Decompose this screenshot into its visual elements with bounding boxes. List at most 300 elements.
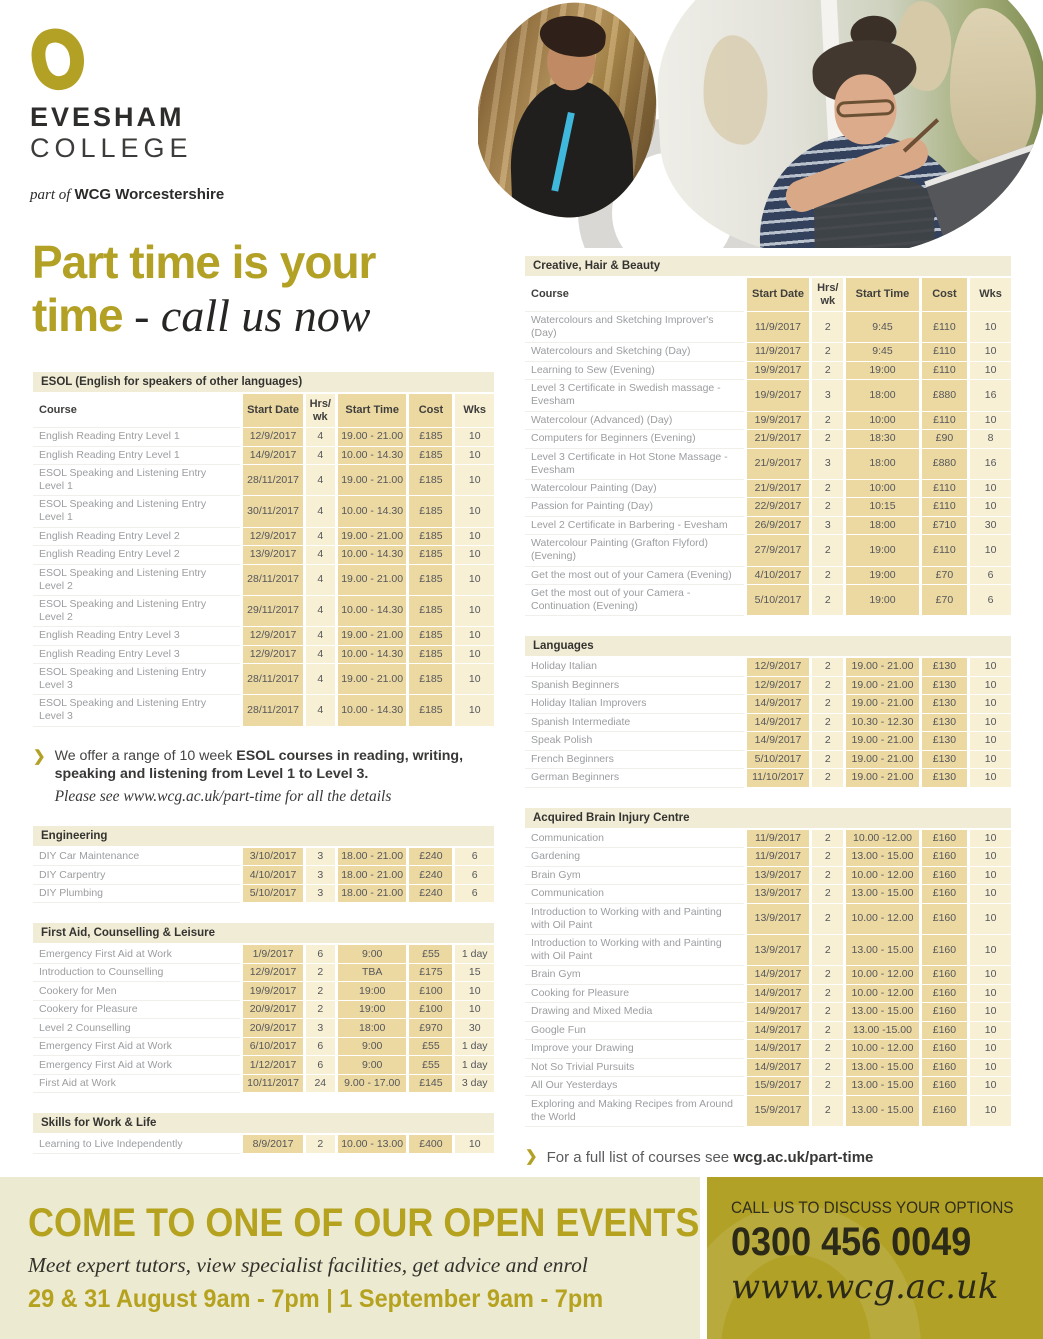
course-row <box>33 447 494 466</box>
course-row <box>33 565 494 596</box>
course-name-cell: Introduction to Working with and Painting with Oil Paint <box>525 904 744 935</box>
course-name-cell: ESOL Speaking and Listening Entry Level 1 <box>33 496 240 527</box>
start-time-cell: 19:00 <box>843 567 918 586</box>
course-name-cell: English Reading Entry Level 2 <box>33 528 240 547</box>
start-date-cell: 28/11/2017 <box>240 465 302 496</box>
course-row <box>525 966 1011 985</box>
course-name-cell: German Beginners <box>525 769 744 788</box>
weeks-cell: 10 <box>967 935 1011 966</box>
cost-cell: £110 <box>919 412 968 431</box>
course-section <box>33 1113 494 1154</box>
course-row <box>525 380 1011 411</box>
cost-cell: £880 <box>919 449 968 480</box>
start-time-cell: 10.00 - 12.00 <box>843 966 918 985</box>
cost-cell: £130 <box>919 695 968 714</box>
hrs-per-week-cell: 2 <box>303 982 335 1001</box>
hrs-per-week-cell: 4 <box>303 528 335 547</box>
weeks-cell: 6 <box>452 866 493 885</box>
start-date-cell: 12/9/2017 <box>240 964 302 983</box>
course-name-cell: Watercolours and Sketching (Day) <box>525 343 744 362</box>
hrs-per-week-cell: 2 <box>809 695 843 714</box>
photo-detail <box>945 5 1039 169</box>
hrs-per-week-cell: 2 <box>809 585 843 616</box>
start-date-cell: 14/9/2017 <box>744 985 810 1004</box>
start-date-cell: 26/9/2017 <box>744 517 810 536</box>
section-title: Engineering <box>33 826 494 846</box>
start-date-cell: 11/9/2017 <box>744 848 810 867</box>
course-row <box>525 412 1011 431</box>
cost-cell: £110 <box>919 362 968 381</box>
course-name-cell: Cookery for Pleasure <box>33 1001 240 1020</box>
start-date-cell: 12/9/2017 <box>240 428 302 447</box>
start-time-cell: 10.00 - 14.30 <box>335 646 406 665</box>
esol-note-normal: We offer a range of 10 week <box>54 747 237 764</box>
start-date-cell: 14/9/2017 <box>744 1040 810 1059</box>
start-time-cell: 10.00 - 12.00 <box>843 1040 918 1059</box>
left-column <box>33 372 494 1174</box>
cost-cell: £130 <box>919 714 968 733</box>
weeks-cell: 10 <box>967 848 1011 867</box>
course-name-cell: Watercolour Painting (Day) <box>525 480 744 499</box>
hrs-per-week-cell: 3 <box>809 449 843 480</box>
start-time-cell: 10.00 - 14.30 <box>335 695 406 726</box>
hrs-per-week-cell: 3 <box>809 517 843 536</box>
weeks-cell: 10 <box>967 966 1011 985</box>
cost-cell: £240 <box>406 848 452 867</box>
start-time-cell: 19.00 - 21.00 <box>843 677 918 696</box>
start-date-cell: 12/9/2017 <box>744 658 810 677</box>
cost-cell: £240 <box>406 885 452 904</box>
cost-cell: £160 <box>919 966 968 985</box>
weeks-cell: 10 <box>967 1059 1011 1078</box>
course-name-cell: English Reading Entry Level 3 <box>33 646 240 665</box>
esol-section-mount <box>33 372 494 727</box>
course-row <box>33 982 494 1001</box>
course-name-cell: Emergency First Aid at Work <box>33 1056 240 1075</box>
start-date-cell: 12/9/2017 <box>240 528 302 547</box>
open-events-dates: 29 & 31 August 9am - 7pm | 1 September 9am - 7pm <box>28 1285 604 1313</box>
cost-cell: £130 <box>919 769 968 788</box>
course-row <box>525 677 1011 696</box>
start-time-cell: 9:00 <box>335 1038 406 1057</box>
hrs-per-week-cell: 4 <box>303 664 335 695</box>
hrs-per-week-cell: 2 <box>809 343 843 362</box>
start-date-cell: 14/9/2017 <box>744 1003 810 1022</box>
start-time-cell: 19.00 - 21.00 <box>843 769 918 788</box>
course-row <box>525 732 1011 751</box>
cost-cell: £160 <box>919 830 968 849</box>
course-row <box>33 964 494 983</box>
hrs-per-week-cell: 2 <box>809 312 843 343</box>
course-name-cell: Get the most out of your Camera - Continuation (Evening) <box>525 585 744 616</box>
start-time-cell: 19:00 <box>843 362 918 381</box>
start-time-cell: 18.00 - 21.00 <box>335 885 406 904</box>
course-row <box>33 646 494 665</box>
course-row <box>33 465 494 496</box>
start-time-cell: TBA <box>335 964 406 983</box>
course-section <box>525 808 1011 1127</box>
course-section <box>33 826 494 904</box>
start-time-cell: 10.00 - 12.00 <box>843 985 918 1004</box>
evesham-college-logo <box>30 28 330 204</box>
hrs-per-week-cell: 6 <box>303 1056 335 1075</box>
hrs-per-week-cell: 2 <box>809 658 843 677</box>
start-date-cell: 30/11/2017 <box>240 496 302 527</box>
weeks-cell: 10 <box>452 664 493 695</box>
start-time-cell: 19.00 - 21.00 <box>335 465 406 496</box>
start-time-cell: 10.00 - 14.30 <box>335 447 406 466</box>
course-row <box>33 1135 494 1154</box>
course-name-cell: English Reading Entry Level 3 <box>33 627 240 646</box>
cost-cell: £175 <box>406 964 452 983</box>
full-list-bold: wcg.ac.uk/part-time <box>733 1149 874 1166</box>
hrs-per-week-cell: 4 <box>303 546 335 565</box>
course-row <box>525 1022 1011 1041</box>
weeks-cell: 10 <box>452 646 493 665</box>
course-name-cell: Learning to Sew (Evening) <box>525 362 744 381</box>
cost-cell: £160 <box>919 935 968 966</box>
start-time-cell: 13.00 - 15.00 <box>843 935 918 966</box>
hrs-per-week-cell: 2 <box>809 732 843 751</box>
hrs-per-week-cell: 2 <box>303 964 335 983</box>
hrs-per-week-cell: 2 <box>809 848 843 867</box>
start-time-cell: 9:00 <box>335 945 406 964</box>
course-row <box>525 830 1011 849</box>
weeks-cell: 10 <box>967 714 1011 733</box>
weeks-cell: 10 <box>967 830 1011 849</box>
start-time-cell: 10.00 - 12.00 <box>843 904 918 935</box>
course-name-cell: English Reading Entry Level 2 <box>33 546 240 565</box>
start-time-cell: 13.00 - 15.00 <box>843 1096 918 1127</box>
start-time-cell: 13.00 - 15.00 <box>843 1059 918 1078</box>
table-header-row <box>525 278 1011 312</box>
esol-note-text <box>55 747 494 808</box>
cost-cell: £400 <box>406 1135 452 1154</box>
hrs-per-week-cell: 2 <box>809 830 843 849</box>
course-row <box>33 1001 494 1020</box>
course-name-cell: Speak Polish <box>525 732 744 751</box>
weeks-cell: 1 day <box>452 1038 493 1057</box>
headline-part1: Part time is <box>32 236 280 288</box>
course-name-cell: ESOL Speaking and Listening Entry Level 3 <box>33 695 240 726</box>
weeks-cell: 10 <box>452 496 493 527</box>
course-row <box>525 449 1011 480</box>
course-name-cell: Watercolours and Sketching Improver's (Day) <box>525 312 744 343</box>
start-time-cell: 19.00 - 21.00 <box>335 664 406 695</box>
start-time-cell: 18.00 - 21.00 <box>335 848 406 867</box>
cost-cell: £160 <box>919 867 968 886</box>
start-date-cell: 14/9/2017 <box>744 1022 810 1041</box>
start-date-cell: 28/11/2017 <box>240 565 302 596</box>
start-time-cell: 10.00 - 14.30 <box>335 596 406 627</box>
course-row <box>525 1077 1011 1096</box>
start-time-cell: 10:00 <box>843 480 918 499</box>
weeks-cell: 10 <box>452 627 493 646</box>
start-date-cell: 19/9/2017 <box>744 362 810 381</box>
cost-cell: £100 <box>406 982 452 1001</box>
start-date-cell: 11/10/2017 <box>744 769 810 788</box>
course-name-cell: Emergency First Aid at Work <box>33 1038 240 1057</box>
hrs-per-week-cell: 6 <box>303 945 335 964</box>
cost-cell: £160 <box>919 1096 968 1127</box>
cost-cell: £185 <box>406 565 452 596</box>
headline-part2: time <box>32 289 123 342</box>
cost-cell: £160 <box>919 1077 968 1096</box>
cost-cell: £970 <box>406 1019 452 1038</box>
cost-cell: £110 <box>919 535 968 566</box>
cost-cell: £160 <box>919 985 968 1004</box>
course-row <box>525 1096 1011 1127</box>
start-time-cell: 19.00 - 21.00 <box>843 658 918 677</box>
course-row <box>525 769 1011 788</box>
course-name-cell: Drawing and Mixed Media <box>525 1003 744 1022</box>
weeks-cell: 10 <box>967 362 1011 381</box>
start-date-cell-header: Start Date <box>240 394 302 428</box>
photo-detail <box>700 33 770 146</box>
start-time-cell: 13.00 - 15.00 <box>843 885 918 904</box>
hrs-per-week-cell: 24 <box>303 1075 335 1094</box>
course-row <box>525 343 1011 362</box>
course-name-cell: ESOL Speaking and Listening Entry Level 2 <box>33 596 240 627</box>
cost-cell: £110 <box>919 312 968 343</box>
start-time-cell: 10:00 <box>843 412 918 431</box>
hrs-per-week-cell: 4 <box>303 565 335 596</box>
course-row <box>525 1003 1011 1022</box>
weeks-cell: 8 <box>967 430 1011 449</box>
start-time-cell: 18:00 <box>843 517 918 536</box>
cost-cell: £160 <box>919 904 968 935</box>
hrs-per-week-cell: 4 <box>303 596 335 627</box>
weeks-cell: 10 <box>967 732 1011 751</box>
course-name-cell-header: Course <box>33 394 240 428</box>
cost-cell: £185 <box>406 428 452 447</box>
hrs-per-week-cell: 2 <box>809 966 843 985</box>
weeks-cell: 10 <box>452 528 493 547</box>
contact-call-label: CALL US TO DISCUSS YOUR OPTIONS <box>731 1199 1014 1217</box>
cost-cell: £160 <box>919 1040 968 1059</box>
chevron-right-icon: ❯ <box>33 747 46 765</box>
right-column <box>525 256 1011 1186</box>
course-name-cell: Level 3 Certificate in Hot Stone Massage - Evesham <box>525 449 744 480</box>
start-time-cell: 13.00 -15.00 <box>843 1022 918 1041</box>
start-time-cell: 18:00 <box>843 380 918 411</box>
course-name-cell: Communication <box>525 885 744 904</box>
cost-cell: £185 <box>406 546 452 565</box>
logo-ring-icon <box>24 22 91 96</box>
hrs-per-week-cell: 2 <box>809 1022 843 1041</box>
course-name-cell: Spanish Intermediate <box>525 714 744 733</box>
cost-cell: £55 <box>406 945 452 964</box>
course-name-cell: Brain Gym <box>525 966 744 985</box>
course-name-cell: First Aid at Work <box>33 1075 240 1094</box>
start-time-cell: 10.30 - 12.30 <box>843 714 918 733</box>
hrs-per-week-cell: 6 <box>303 1038 335 1057</box>
start-date-cell: 11/9/2017 <box>744 830 810 849</box>
cost-cell: £130 <box>919 677 968 696</box>
course-row <box>525 848 1011 867</box>
course-row <box>33 1019 494 1038</box>
start-date-cell: 14/9/2017 <box>744 732 810 751</box>
logo-name-line1: EVESHAM <box>30 102 185 132</box>
course-row <box>525 567 1011 586</box>
cost-cell: £70 <box>919 585 968 616</box>
open-events-subheading: Meet expert tutors, view specialist facilities, get advice and enrol <box>28 1253 588 1277</box>
hrs-per-week-cell: 2 <box>809 1077 843 1096</box>
start-date-cell: 15/9/2017 <box>744 1096 810 1127</box>
cost-cell: £160 <box>919 885 968 904</box>
hrs-per-week-cell: 2 <box>809 985 843 1004</box>
start-time-cell-header: Start Time <box>843 278 918 312</box>
esol-note-italic: Please see www.wcg.ac.uk/part-time for all the details <box>54 788 392 806</box>
photo-art-class <box>650 0 1043 248</box>
weeks-cell: 10 <box>967 312 1011 343</box>
course-row <box>33 848 494 867</box>
cost-cell: £185 <box>406 528 452 547</box>
open-events-banner <box>0 1177 1043 1339</box>
start-time-cell: 19:00 <box>335 982 406 1001</box>
cost-cell: £55 <box>406 1038 452 1057</box>
weeks-cell: 10 <box>967 904 1011 935</box>
course-row <box>33 627 494 646</box>
cost-cell-header: Cost <box>406 394 452 428</box>
cost-cell: £160 <box>919 1059 968 1078</box>
course-name-cell: Level 2 Certificate in Barbering - Evesham <box>525 517 744 536</box>
tagline-prefix: part of <box>30 187 71 203</box>
weeks-cell: 10 <box>967 480 1011 499</box>
start-time-cell: 19.00 - 21.00 <box>335 565 406 596</box>
cost-cell: £130 <box>919 751 968 770</box>
hrs-per-week-cell: 3 <box>303 848 335 867</box>
hrs-per-week-cell: 4 <box>303 465 335 496</box>
start-time-cell: 13.00 - 15.00 <box>843 1077 918 1096</box>
cost-cell: £185 <box>406 496 452 527</box>
course-row <box>525 312 1011 343</box>
start-time-cell: 19:00 <box>335 1001 406 1020</box>
course-name-cell: DIY Plumbing <box>33 885 240 904</box>
headline-part2-italic: - call us now <box>122 290 371 342</box>
weeks-cell: 10 <box>967 677 1011 696</box>
start-time-cell: 18:00 <box>335 1019 406 1038</box>
weeks-cell: 10 <box>967 535 1011 566</box>
course-row <box>525 480 1011 499</box>
start-time-cell: 13.00 - 15.00 <box>843 848 918 867</box>
start-date-cell: 8/9/2017 <box>240 1135 302 1154</box>
course-name-cell: Not So Trivial Pursuits <box>525 1059 744 1078</box>
start-date-cell: 13/9/2017 <box>744 935 810 966</box>
course-name-cell: Improve your Drawing <box>525 1040 744 1059</box>
course-name-cell: Holiday Italian <box>525 658 744 677</box>
weeks-cell: 10 <box>967 343 1011 362</box>
course-row <box>525 658 1011 677</box>
photo-detail <box>836 99 895 118</box>
start-date-cell: 14/9/2017 <box>744 714 810 733</box>
start-date-cell: 20/9/2017 <box>240 1001 302 1020</box>
course-name-cell: Spanish Beginners <box>525 677 744 696</box>
start-time-cell: 10.00 - 12.00 <box>843 867 918 886</box>
start-time-cell: 9.00 - 17.00 <box>335 1075 406 1094</box>
course-name-cell: All Our Yesterdays <box>525 1077 744 1096</box>
course-row <box>525 1059 1011 1078</box>
start-date-cell: 19/9/2017 <box>744 380 810 411</box>
course-name-cell: DIY Car Maintenance <box>33 848 240 867</box>
course-row <box>525 885 1011 904</box>
start-date-cell: 12/9/2017 <box>744 677 810 696</box>
weeks-cell: 10 <box>452 1001 493 1020</box>
cost-cell: £710 <box>919 517 968 536</box>
start-time-cell: 18.00 - 21.00 <box>335 866 406 885</box>
start-time-cell: 19.00 - 21.00 <box>843 751 918 770</box>
weeks-cell: 6 <box>967 585 1011 616</box>
start-date-cell-header: Start Date <box>744 278 810 312</box>
cost-cell-header: Cost <box>919 278 968 312</box>
course-row <box>525 985 1011 1004</box>
start-date-cell: 21/9/2017 <box>744 430 810 449</box>
right-sections-mount <box>525 256 1011 1127</box>
course-row <box>525 904 1011 935</box>
hrs-per-week-cell-header: Hrs/ wk <box>303 394 335 428</box>
cost-cell: £185 <box>406 596 452 627</box>
section-title: First Aid, Counselling & Leisure <box>33 923 494 943</box>
weeks-cell: 6 <box>452 848 493 867</box>
start-date-cell: 5/10/2017 <box>744 585 810 616</box>
weeks-cell: 15 <box>452 964 493 983</box>
weeks-cell: 30 <box>452 1019 493 1038</box>
chevron-right-icon: ❯ <box>525 1148 538 1165</box>
course-name-cell: Exploring and Making Recipes from Around the World <box>525 1096 744 1127</box>
table-header-row <box>33 394 494 428</box>
weeks-cell: 6 <box>967 567 1011 586</box>
course-name-cell: Gardening <box>525 848 744 867</box>
logo-name-line2: COLLEGE <box>30 133 193 163</box>
course-name-cell: Computers for Beginners (Evening) <box>525 430 744 449</box>
start-time-cell: 19.00 - 21.00 <box>335 428 406 447</box>
start-date-cell: 11/9/2017 <box>744 312 810 343</box>
start-date-cell: 20/9/2017 <box>240 1019 302 1038</box>
start-date-cell: 5/10/2017 <box>240 885 302 904</box>
cost-cell: £130 <box>919 658 968 677</box>
weeks-cell: 10 <box>967 1096 1011 1127</box>
course-row <box>525 362 1011 381</box>
course-name-cell: ESOL Speaking and Listening Entry Level 3 <box>33 664 240 695</box>
course-row <box>525 498 1011 517</box>
weeks-cell: 10 <box>452 428 493 447</box>
section-title: Skills for Work & Life <box>33 1113 494 1133</box>
course-row <box>33 866 494 885</box>
start-date-cell: 28/11/2017 <box>240 664 302 695</box>
course-name-cell: Communication <box>525 830 744 849</box>
cost-cell: £70 <box>919 567 968 586</box>
hrs-per-week-cell: 3 <box>303 885 335 904</box>
hrs-per-week-cell: 2 <box>809 1040 843 1059</box>
esol-note-bold: ESOL courses in reading, writing, speaking and listening from Level 1 to Level 3. <box>54 747 464 783</box>
hrs-per-week-cell: 4 <box>303 627 335 646</box>
start-time-cell: 10.00 - 13.00 <box>335 1135 406 1154</box>
photo-collage <box>478 0 1043 248</box>
start-date-cell: 22/9/2017 <box>744 498 810 517</box>
weeks-cell: 10 <box>967 1003 1011 1022</box>
weeks-cell: 10 <box>967 769 1011 788</box>
cost-cell: £160 <box>919 1003 968 1022</box>
cost-cell: £185 <box>406 465 452 496</box>
weeks-cell: 10 <box>967 695 1011 714</box>
start-time-cell: 19:00 <box>843 585 918 616</box>
course-name-cell: Level 3 Certificate in Swedish massage - Evesham <box>525 380 744 411</box>
course-row <box>525 867 1011 886</box>
section-title: Languages <box>525 636 1011 656</box>
start-date-cell: 13/9/2017 <box>240 546 302 565</box>
cost-cell: £880 <box>919 380 968 411</box>
course-row <box>525 430 1011 449</box>
